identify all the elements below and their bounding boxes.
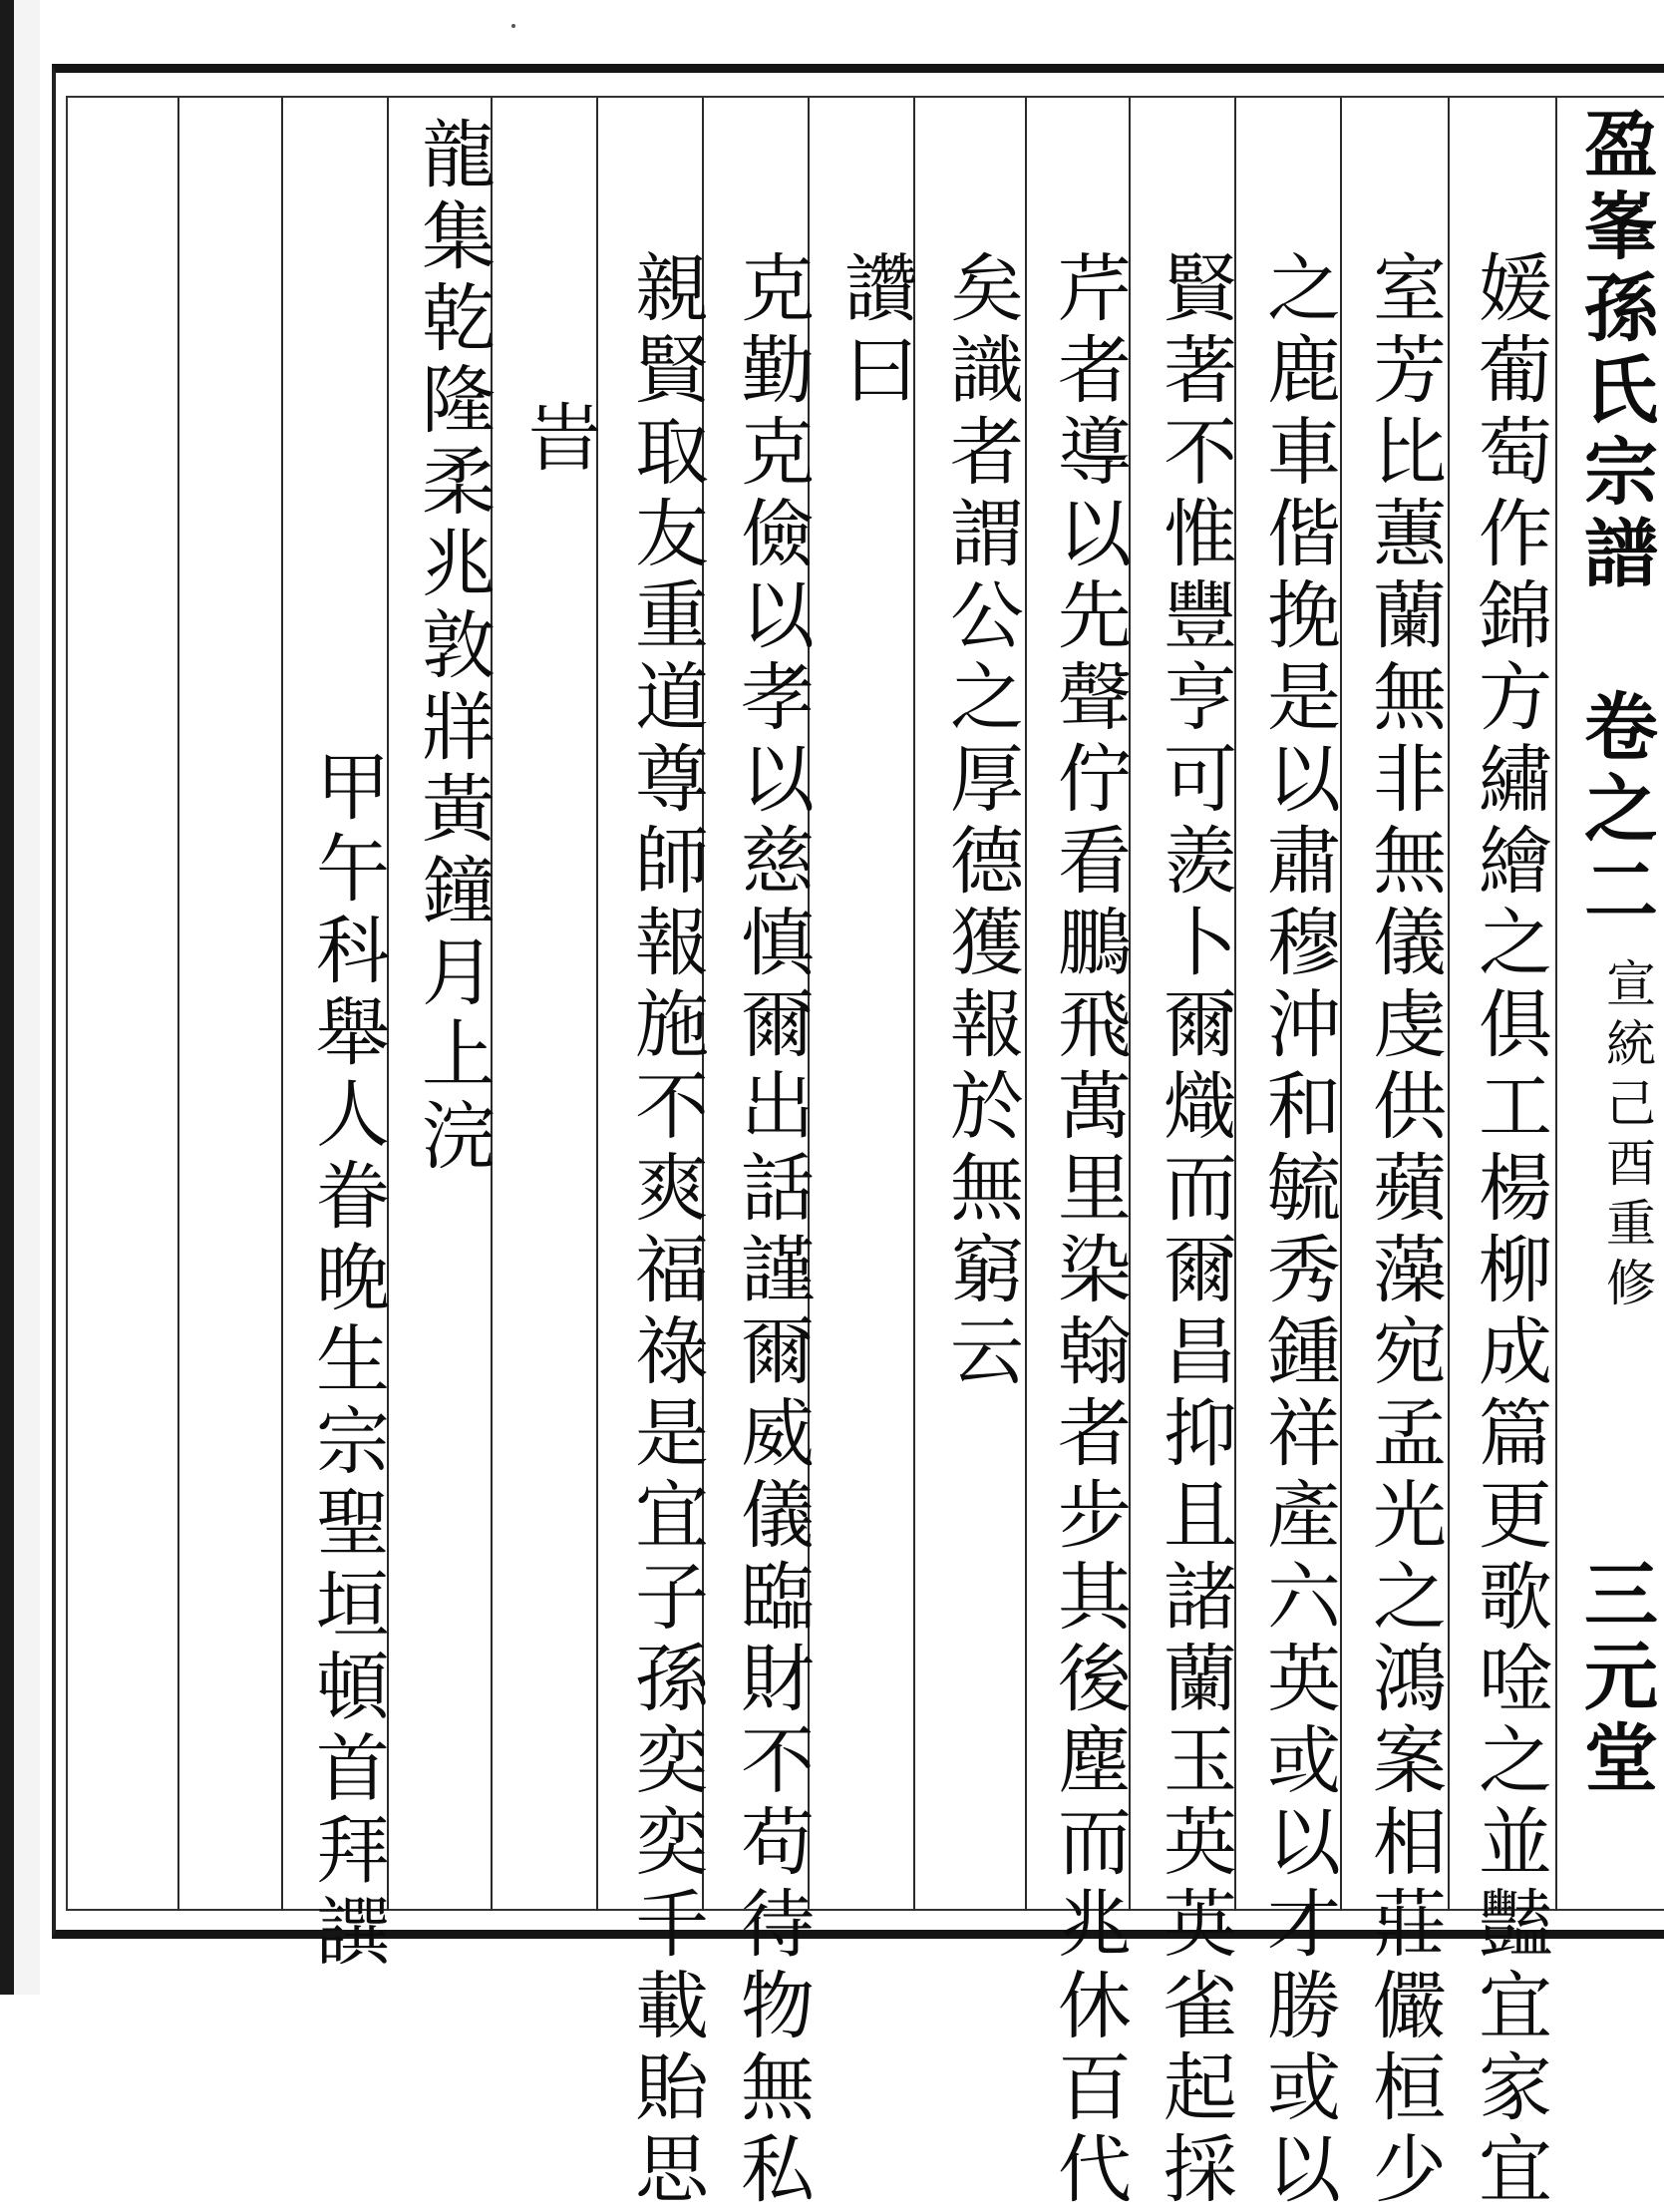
column-rule [281,98,283,1911]
book-binding-edge [0,0,14,1995]
text-column-2: 室芳比蕙蘭無非無儀虔供蘋藻宛孟光之鴻案相莊儼桓少 [1361,249,1447,2212]
text-column-5: 芹者導以先聲佇看鵬飛萬里染翰者步其後塵而兆休百代 [1046,249,1132,2212]
text-column-zan-heading: 讚曰 [832,249,918,413]
text-column-shi: 旹 [515,399,601,481]
column-rule [177,98,179,1911]
text-column-4: 賢著不惟豐亨可羨卜爾熾而爾昌抑且諸蘭玉英英雀起採 [1152,249,1237,2212]
column-rule [596,98,598,1911]
text-column-8: 親賢取友重道尊師報施不爽福祿是宜子孫奕奕千載貽思 [623,249,709,2212]
text-column-date: 龍集乾隆柔兆敦牂黃鐘月上浣 [410,116,496,1179]
text-column-author: 甲午科舉人眷晚生宗聖垣頓首拜譔 [304,748,390,1975]
paper-speck [511,24,515,28]
header-hall: 三元堂 [1572,1556,1658,1801]
page-gutter [14,0,40,1995]
text-column-7: 克勤克儉以孝以慈慎爾出話謹爾威儀臨財不苟待物無私 [729,249,815,2212]
header-volume: 卷之二 [1572,688,1658,933]
text-column-1: 媛葡萄作錦方繡繪之俱工楊柳成篇更歌唫之並豔宜家宜 [1467,249,1552,2212]
header-edition: 宣統己酉重修 [1598,957,1656,1316]
text-column-6: 矣識者謂公之厚德獲報於無窮云 [938,249,1024,1394]
header-title: 盈峯孫氏宗譜 [1572,106,1658,596]
text-column-3: 之鹿車偕挽是以肅穆沖和毓秀鍾祥產六英或以才勝或以 [1255,249,1341,2212]
